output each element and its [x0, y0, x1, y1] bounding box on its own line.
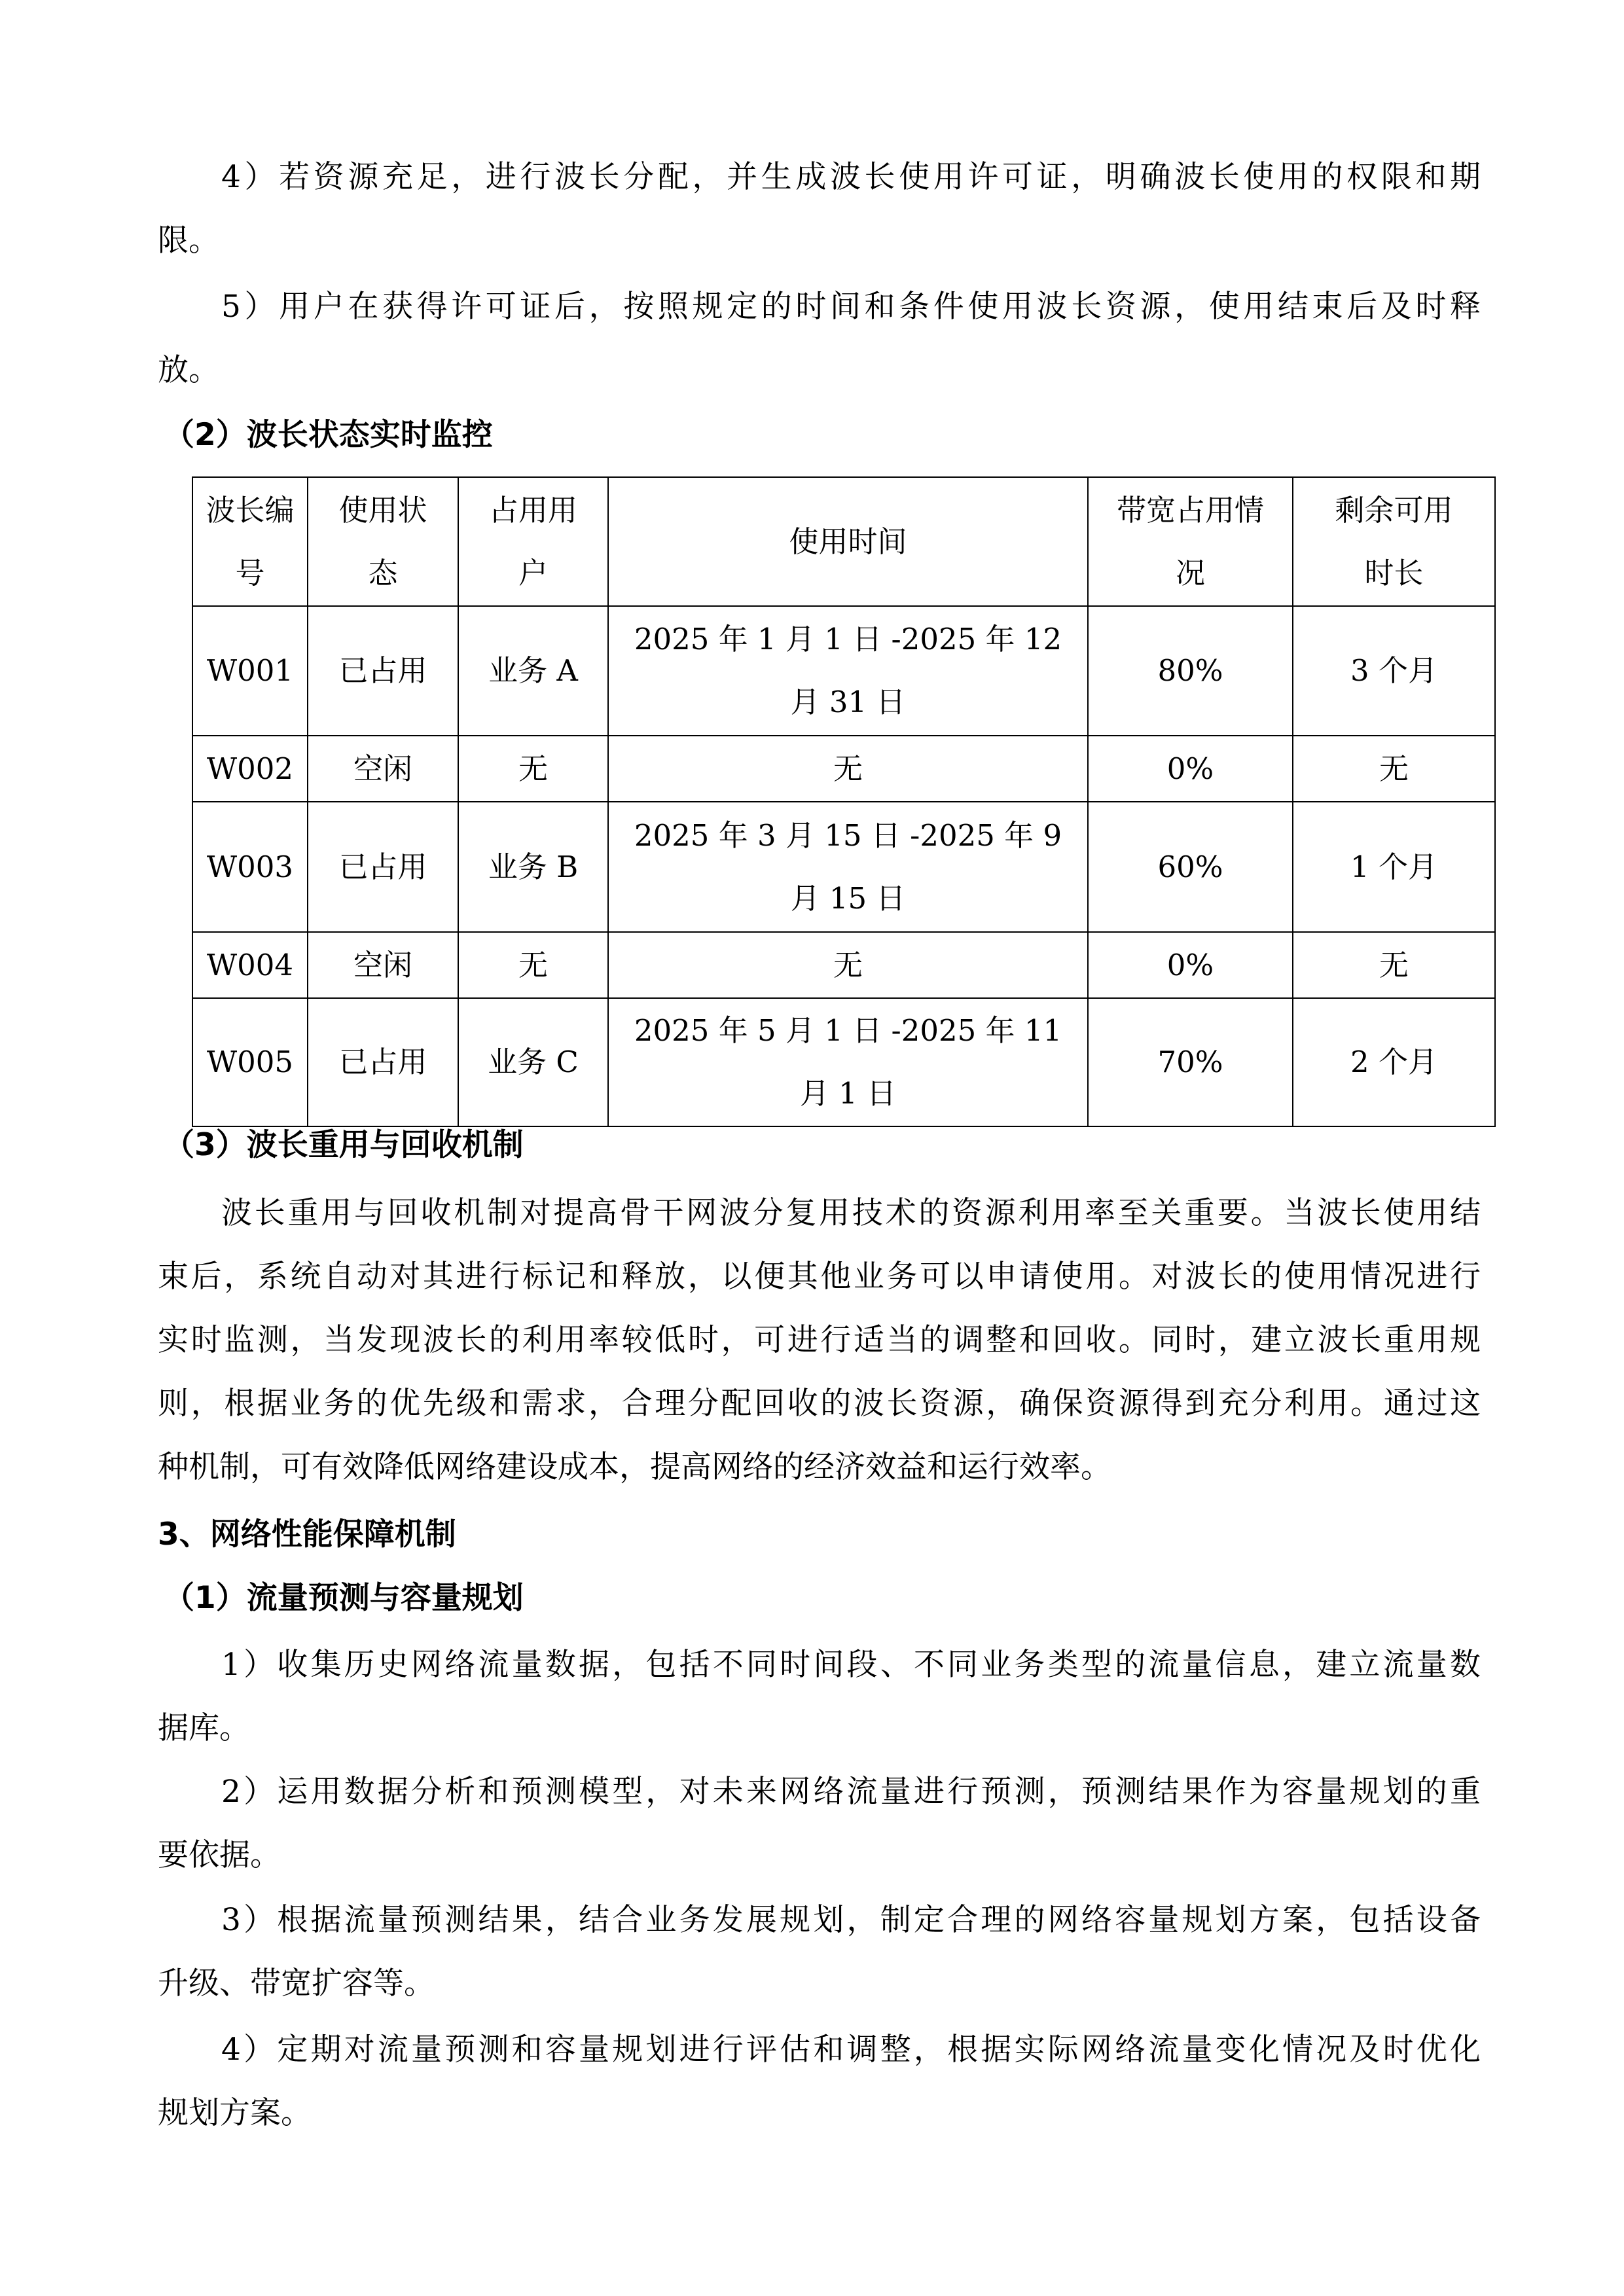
table-cell — [1088, 802, 1293, 932]
table-cell — [1293, 736, 1495, 802]
cell-text: 剩余可用 — [1335, 492, 1453, 528]
table-cell — [192, 736, 308, 802]
cell-text: W004 — [206, 947, 294, 982]
table-cell — [458, 802, 608, 932]
cell-text: 2 个月 — [1350, 1045, 1437, 1079]
cell-text: 业务 A — [488, 653, 578, 688]
paragraph-line-traffic-2: 2）运用数据分析和预测模型，对未来网络流量进行预测，预测结果作为容量规划的重 — [221, 1774, 1481, 1810]
paragraph-line-step-5: 放。 — [158, 352, 219, 388]
paragraph-line-traffic-4: 规划方案。 — [158, 2095, 312, 2131]
table-cell — [608, 802, 1088, 932]
cell-text: 已占用 — [338, 653, 427, 688]
cell-text: 无 — [518, 947, 548, 982]
paragraph-line-reuse-desc: 种机制，可有效降低网络建设成本，提高网络的经济效益和运行效率。 — [158, 1449, 1111, 1485]
cell-text: 业务 C — [488, 1045, 579, 1079]
paragraph-line-traffic-3: 升级、带宽扩容等。 — [158, 1965, 435, 2001]
table-cell — [608, 998, 1088, 1126]
table-header-cell — [192, 477, 308, 606]
cell-text: 况 — [1175, 555, 1205, 590]
cell-text: 70% — [1157, 1045, 1223, 1079]
table-cell — [308, 736, 458, 802]
table-row — [192, 606, 1495, 736]
cell-text: 户 — [518, 555, 548, 590]
table-cell — [1293, 606, 1495, 736]
wavelength-status-table — [192, 476, 1496, 1127]
cell-text: 0% — [1166, 751, 1214, 786]
table-header-cell — [608, 477, 1088, 606]
cell-text: 月 1 日 — [799, 1076, 897, 1111]
cell-text: 3 个月 — [1350, 653, 1437, 688]
table-cell — [458, 998, 608, 1126]
table-header-cell — [458, 477, 608, 606]
table-cell — [1088, 736, 1293, 802]
table-row — [192, 802, 1495, 932]
cell-text: 占用用 — [488, 492, 577, 528]
table-cell — [1293, 932, 1495, 998]
cell-text: 业务 B — [488, 849, 579, 884]
table-cell — [458, 606, 608, 736]
table-row — [192, 998, 1495, 1126]
table-header-cell — [308, 477, 458, 606]
monitor-heading: （2）波长状态实时监控 — [164, 417, 493, 453]
table-cell — [308, 932, 458, 998]
table-cell — [458, 736, 608, 802]
paragraph-line-traffic-1: 据库。 — [158, 1710, 250, 1746]
paragraph-line-step-5: 5）用户在获得许可证后，按照规定的时间和条件使用波长资源，使用结束后及时释 — [221, 289, 1481, 325]
paragraph-line-traffic-1: 1）收集历史网络流量数据，包括不同时间段、不同业务类型的流量信息，建立流量数 — [221, 1647, 1481, 1683]
table-cell — [1088, 998, 1293, 1126]
table-row — [192, 932, 1495, 998]
table-cell — [458, 932, 608, 998]
cell-text: 使用时间 — [789, 524, 907, 559]
paragraph-line-step-4: 4）若资源充足，进行波长分配，并生成波长使用许可证，明确波长使用的权限和期 — [221, 159, 1481, 195]
table-cell — [608, 932, 1088, 998]
cell-text: 号 — [235, 555, 265, 590]
cell-text: 80% — [1157, 653, 1223, 688]
cell-text: W001 — [206, 653, 294, 688]
cell-text: 已占用 — [338, 1045, 427, 1079]
cell-text: 2025 年 1 月 1 日 -2025 年 12 — [634, 622, 1062, 656]
cell-text: 0% — [1166, 947, 1214, 982]
cell-text: 态 — [368, 555, 398, 590]
table-header-row — [192, 477, 1495, 606]
cell-text: 无 — [1379, 947, 1409, 982]
forecast-heading: （1）流量预测与容量规划 — [164, 1580, 524, 1616]
cell-text: 无 — [833, 947, 863, 982]
cell-text: 无 — [833, 751, 863, 786]
cell-text: 月 31 日 — [790, 685, 906, 719]
table-header-cell — [1293, 477, 1495, 606]
paragraph-line-step-4: 限。 — [158, 223, 219, 259]
cell-text: 已占用 — [338, 849, 427, 884]
cell-text: 使用状 — [338, 492, 427, 528]
cell-text: 无 — [518, 751, 548, 786]
cell-text: 波长编 — [206, 492, 295, 528]
table-cell — [1293, 802, 1495, 932]
paragraph-line-reuse-desc: 则，根据业务的优先级和需求，合理分配回收的波长资源，确保资源得到充分利用。通过这 — [158, 1386, 1481, 1422]
reuse-heading: （3）波长重用与回收机制 — [164, 1127, 524, 1163]
cell-text: 空闲 — [353, 947, 412, 982]
cell-text: 时长 — [1364, 555, 1424, 590]
cell-text: W002 — [206, 751, 294, 786]
table-row — [192, 736, 1495, 802]
table-cell — [192, 606, 308, 736]
table-cell — [192, 998, 308, 1126]
table-cell — [308, 998, 458, 1126]
cell-text: 2025 年 5 月 1 日 -2025 年 11 — [634, 1013, 1062, 1048]
cell-text: 无 — [1379, 751, 1409, 786]
table-cell — [1293, 998, 1495, 1126]
performance-heading: 3、网络性能保障机制 — [158, 1516, 456, 1552]
table-cell — [608, 606, 1088, 736]
table-cell — [192, 932, 308, 998]
table-cell — [308, 606, 458, 736]
paragraph-line-reuse-desc: 束后，系统自动对其进行标记和释放，以便其他业务可以申请使用。对波长的使用情况进行 — [158, 1259, 1481, 1295]
cell-text: 带宽占用情 — [1116, 492, 1264, 528]
paragraph-line-traffic-4: 4）定期对流量预测和容量规划进行评估和调整，根据实际网络流量变化情况及时优化 — [221, 2032, 1481, 2068]
cell-text: 1 个月 — [1350, 849, 1437, 884]
cell-text: W005 — [206, 1045, 294, 1079]
table-cell — [1088, 606, 1293, 736]
table-cell — [608, 736, 1088, 802]
cell-text: W003 — [206, 849, 294, 884]
cell-text: 2025 年 3 月 15 日 -2025 年 9 — [634, 817, 1062, 853]
paragraph-line-reuse-desc: 波长重用与回收机制对提高骨干网波分复用技术的资源利用率至关重要。当波长使用结 — [221, 1195, 1481, 1231]
cell-text: 空闲 — [353, 751, 412, 786]
table-cell — [308, 802, 458, 932]
cell-text: 月 15 日 — [790, 880, 906, 916]
table-header-cell — [1088, 477, 1293, 606]
paragraph-line-traffic-2: 要依据。 — [158, 1837, 281, 1873]
cell-text: 60% — [1157, 849, 1223, 884]
table-cell — [1088, 932, 1293, 998]
paragraph-line-reuse-desc: 实时监测，当发现波长的利用率较低时，可进行适当的调整和回收。同时，建立波长重用规 — [158, 1322, 1481, 1358]
paragraph-line-traffic-3: 3）根据流量预测结果，结合业务发展规划，制定合理的网络容量规划方案，包括设备 — [221, 1902, 1481, 1938]
table-cell — [192, 802, 308, 932]
